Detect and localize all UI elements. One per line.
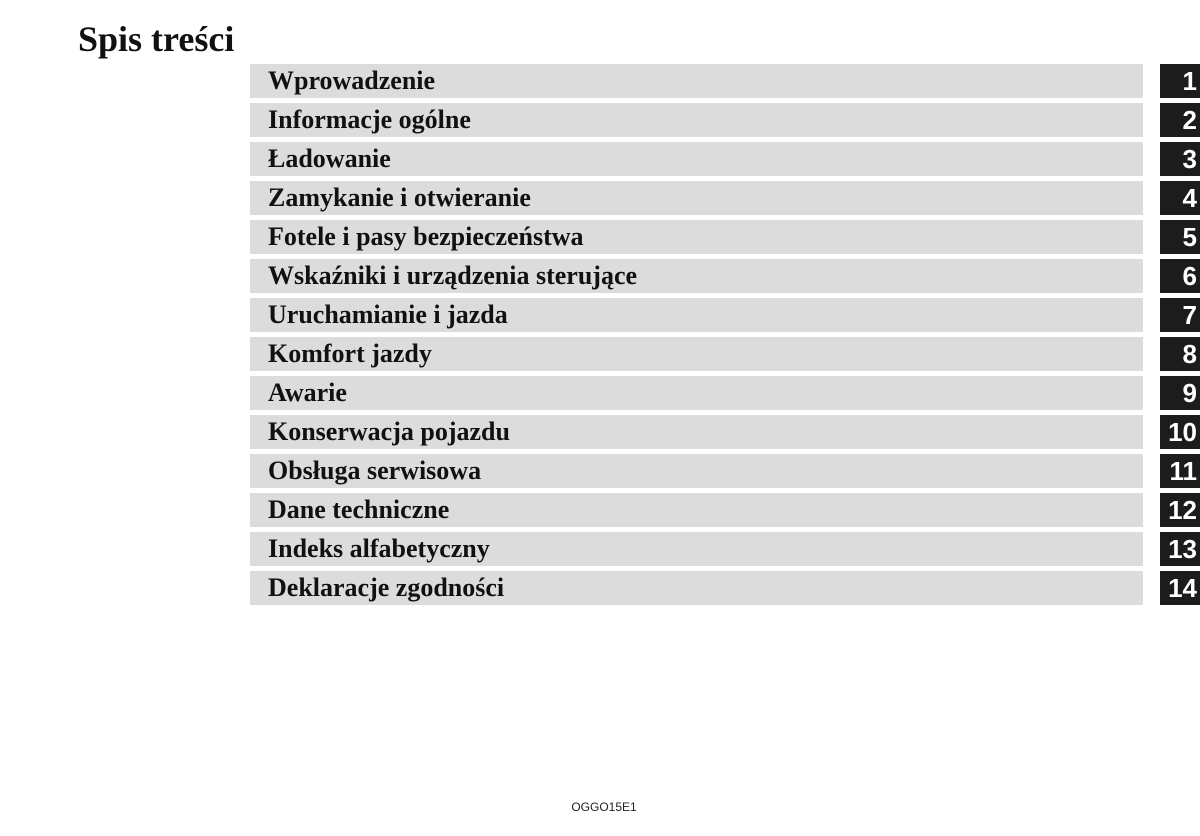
- toc-item-zamykanie-i-otwieranie[interactable]: [250, 181, 1200, 220]
- toc-item-label: Informacje ogólne: [268, 105, 471, 134]
- chapter-number-tab[interactable]: 9: [1160, 376, 1200, 410]
- toc-item-label: Deklaracje zgodności: [268, 573, 505, 602]
- toc-item-wskazniki[interactable]: [250, 259, 1200, 298]
- toc-item-konserwacja-pojazdu[interactable]: [250, 415, 1200, 454]
- table-of-contents: [250, 64, 1200, 610]
- toc-item-label: Zamykanie i otwieranie: [268, 183, 531, 212]
- chapter-number-tab[interactable]: 3: [1160, 142, 1200, 176]
- chapter-number-tab[interactable]: 5: [1160, 220, 1200, 254]
- toc-item-obsluga-serwisowa[interactable]: [250, 454, 1200, 493]
- toc-item-ladowanie[interactable]: [250, 142, 1200, 181]
- chapter-number-tab[interactable]: 12: [1160, 493, 1200, 527]
- chapter-number-tab[interactable]: 13: [1160, 532, 1200, 566]
- chapter-number-tab[interactable]: 4: [1160, 181, 1200, 215]
- chapter-number-tab[interactable]: 11: [1160, 454, 1200, 488]
- toc-item-label: Obsługa serwisowa: [268, 456, 482, 485]
- toc-item-dane-techniczne[interactable]: [250, 493, 1200, 532]
- toc-item-label: Wskaźniki i urządzenia sterujące: [268, 261, 638, 290]
- document-code: OGGO15E1: [571, 800, 637, 814]
- toc-item-label: Dane techniczne: [268, 495, 450, 524]
- chapter-number-tab[interactable]: 14: [1160, 571, 1200, 605]
- toc-item-uruchamianie-i-jazda[interactable]: [250, 298, 1200, 337]
- chapter-number-tab[interactable]: 2: [1160, 103, 1200, 137]
- toc-item-fotele-i-pasy[interactable]: [250, 220, 1200, 259]
- toc-item-label: Indeks alfabetyczny: [268, 534, 490, 563]
- toc-item-indeks-alfabetyczny[interactable]: [250, 532, 1200, 571]
- toc-item-label: Konserwacja pojazdu: [268, 417, 510, 446]
- chapter-number-tab[interactable]: 8: [1160, 337, 1200, 371]
- chapter-number-tab[interactable]: 10: [1160, 415, 1200, 449]
- toc-item-wprowadzenie[interactable]: [250, 64, 1200, 103]
- page-title: Spis treści: [78, 19, 235, 59]
- toc-item-label: Ładowanie: [268, 144, 391, 173]
- chapter-number-tab[interactable]: 7: [1160, 298, 1200, 332]
- toc-item-deklaracje-zgodnosci[interactable]: [250, 571, 1200, 610]
- chapter-number-tab[interactable]: 6: [1160, 259, 1200, 293]
- chapter-number-tab[interactable]: 1: [1160, 64, 1200, 98]
- toc-item-label: Awarie: [268, 378, 347, 407]
- toc-item-label: Fotele i pasy bezpieczeństwa: [268, 222, 584, 251]
- toc-item-awarie[interactable]: [250, 376, 1200, 415]
- toc-item-bar: [250, 376, 1143, 410]
- toc-item-informacje-ogolne[interactable]: [250, 103, 1200, 142]
- toc-item-komfort-jazdy[interactable]: [250, 337, 1200, 376]
- toc-item-label: Uruchamianie i jazda: [268, 300, 508, 329]
- toc-item-label: Wprowadzenie: [268, 66, 436, 95]
- toc-item-label: Komfort jazdy: [268, 339, 432, 368]
